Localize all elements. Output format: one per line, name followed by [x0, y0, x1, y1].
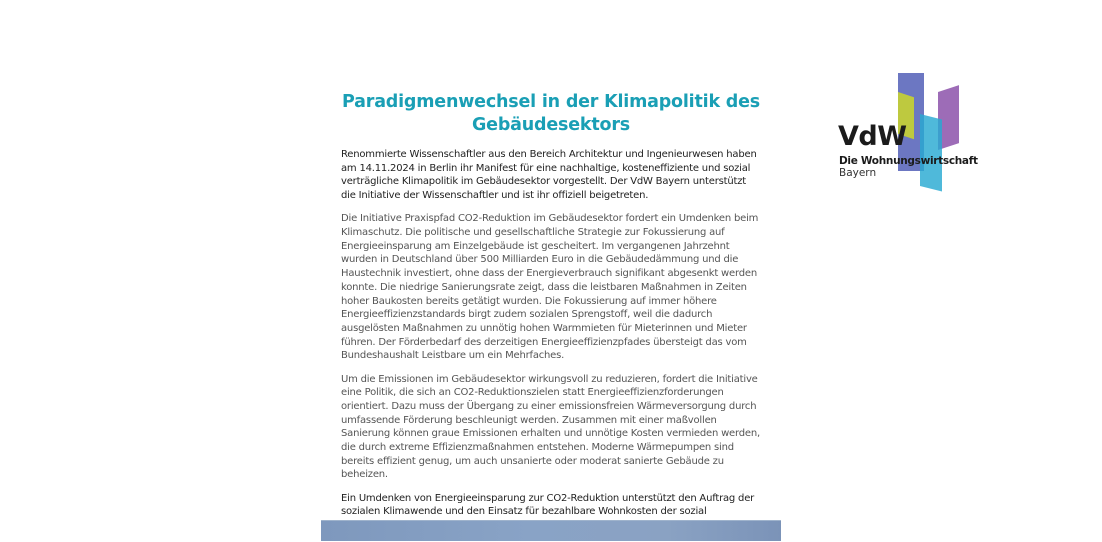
paragraph-intro: Renommierte Wissenschaftler aus den Bereich Architektur und Ingenieurwesen haben am 14.11.2024 in Berlin ihr Manifest für eine nachhaltige, kosteneffiziente und sozial verträgliche Klimapolitik im Gebäudesektor vorgestellt. Der VdW Bayern unterstützt die Initiative der Wissenschaftler und ist ihr offiziell beigetreten. [341, 149, 757, 202]
logo-wordmark: VdW [838, 121, 907, 152]
vdw-bayern-logo[interactable] [836, 70, 976, 190]
paragraph-emissions: Um die Emissionen im Gebäudesektor wirkungsvoll zu reduzieren, fordert die Initiative eine Politik, die sich an CO2-Reduktionszielen statt Energieeffizienzforderungen orientiert. Dazu muss der Übergang zu einer emissionsfreien Wärmeversorgung durch umfassende Förderung beschleunigt werden. Zusammen mit einer maßvollen Sanierung können graue Emissionen erhalten und unnötige Kosten vermieden werden, die durch extreme Effizienzmaßnahmen entstehen. Moderne Wärmepumpen sind bereits effizient genug, um auch unsanierte oder moderat sanierte Gebäude zu beheizen. [341, 373, 760, 481]
article-image [321, 520, 781, 541]
logo-tagline: Die Wohnungswirtschaft [839, 155, 978, 167]
paragraph-initiative: Die Initiative Praxispfad CO2-Reduktion im Gebäudesektor fordert ein Umdenken beim Klimaschutz. Die politische und gesellschaftliche Strategie zur Fokussierung auf Energieeinsparung am Einzelgebäude ist gescheitert. Im vergangenen Jahrzehnt wurden in Deutschland über 500 Milliarden Euro in die Gebäudedämmung und die Haustechnik investiert, ohne dass der Energieverbrauch signifikant abgesenkt werden konnte. Die niedrige Sanierungsrate zeigt, dass die leistbaren Maßnahmen in Zeiten hoher Baukosten bereits getätigt wurden. Die Fokussierung auf immer höhere Energieeffizienzstandards birgt zudem sozialen Sprengstoff, weil die dadurch ausgelösten Maßnahmen zu unnötig hohen Warmmieten für Mieterinnen und Mieter führen. Der Förderbedarf des derzeitigen Energieeffizienzpfades übersteigt das vom Bundeshaushalt Leistbare um ein Mehrfaches. [341, 213, 759, 362]
article-title: Paradigmenwechsel in der Klimapolitik des Gebäudesektors [342, 92, 760, 135]
logo-cyan-bar-icon [920, 114, 942, 191]
article-body [341, 148, 761, 542]
paragraph-conclusion: Ein Umdenken von Energieeinsparung zur CO2-Reduktion unterstützt den Auftrag der sozialen Klimawende und den Einsatz für bezahlbare Wohnkosten der sozial [341, 492, 755, 518]
logo-region: Bayern [839, 167, 877, 179]
